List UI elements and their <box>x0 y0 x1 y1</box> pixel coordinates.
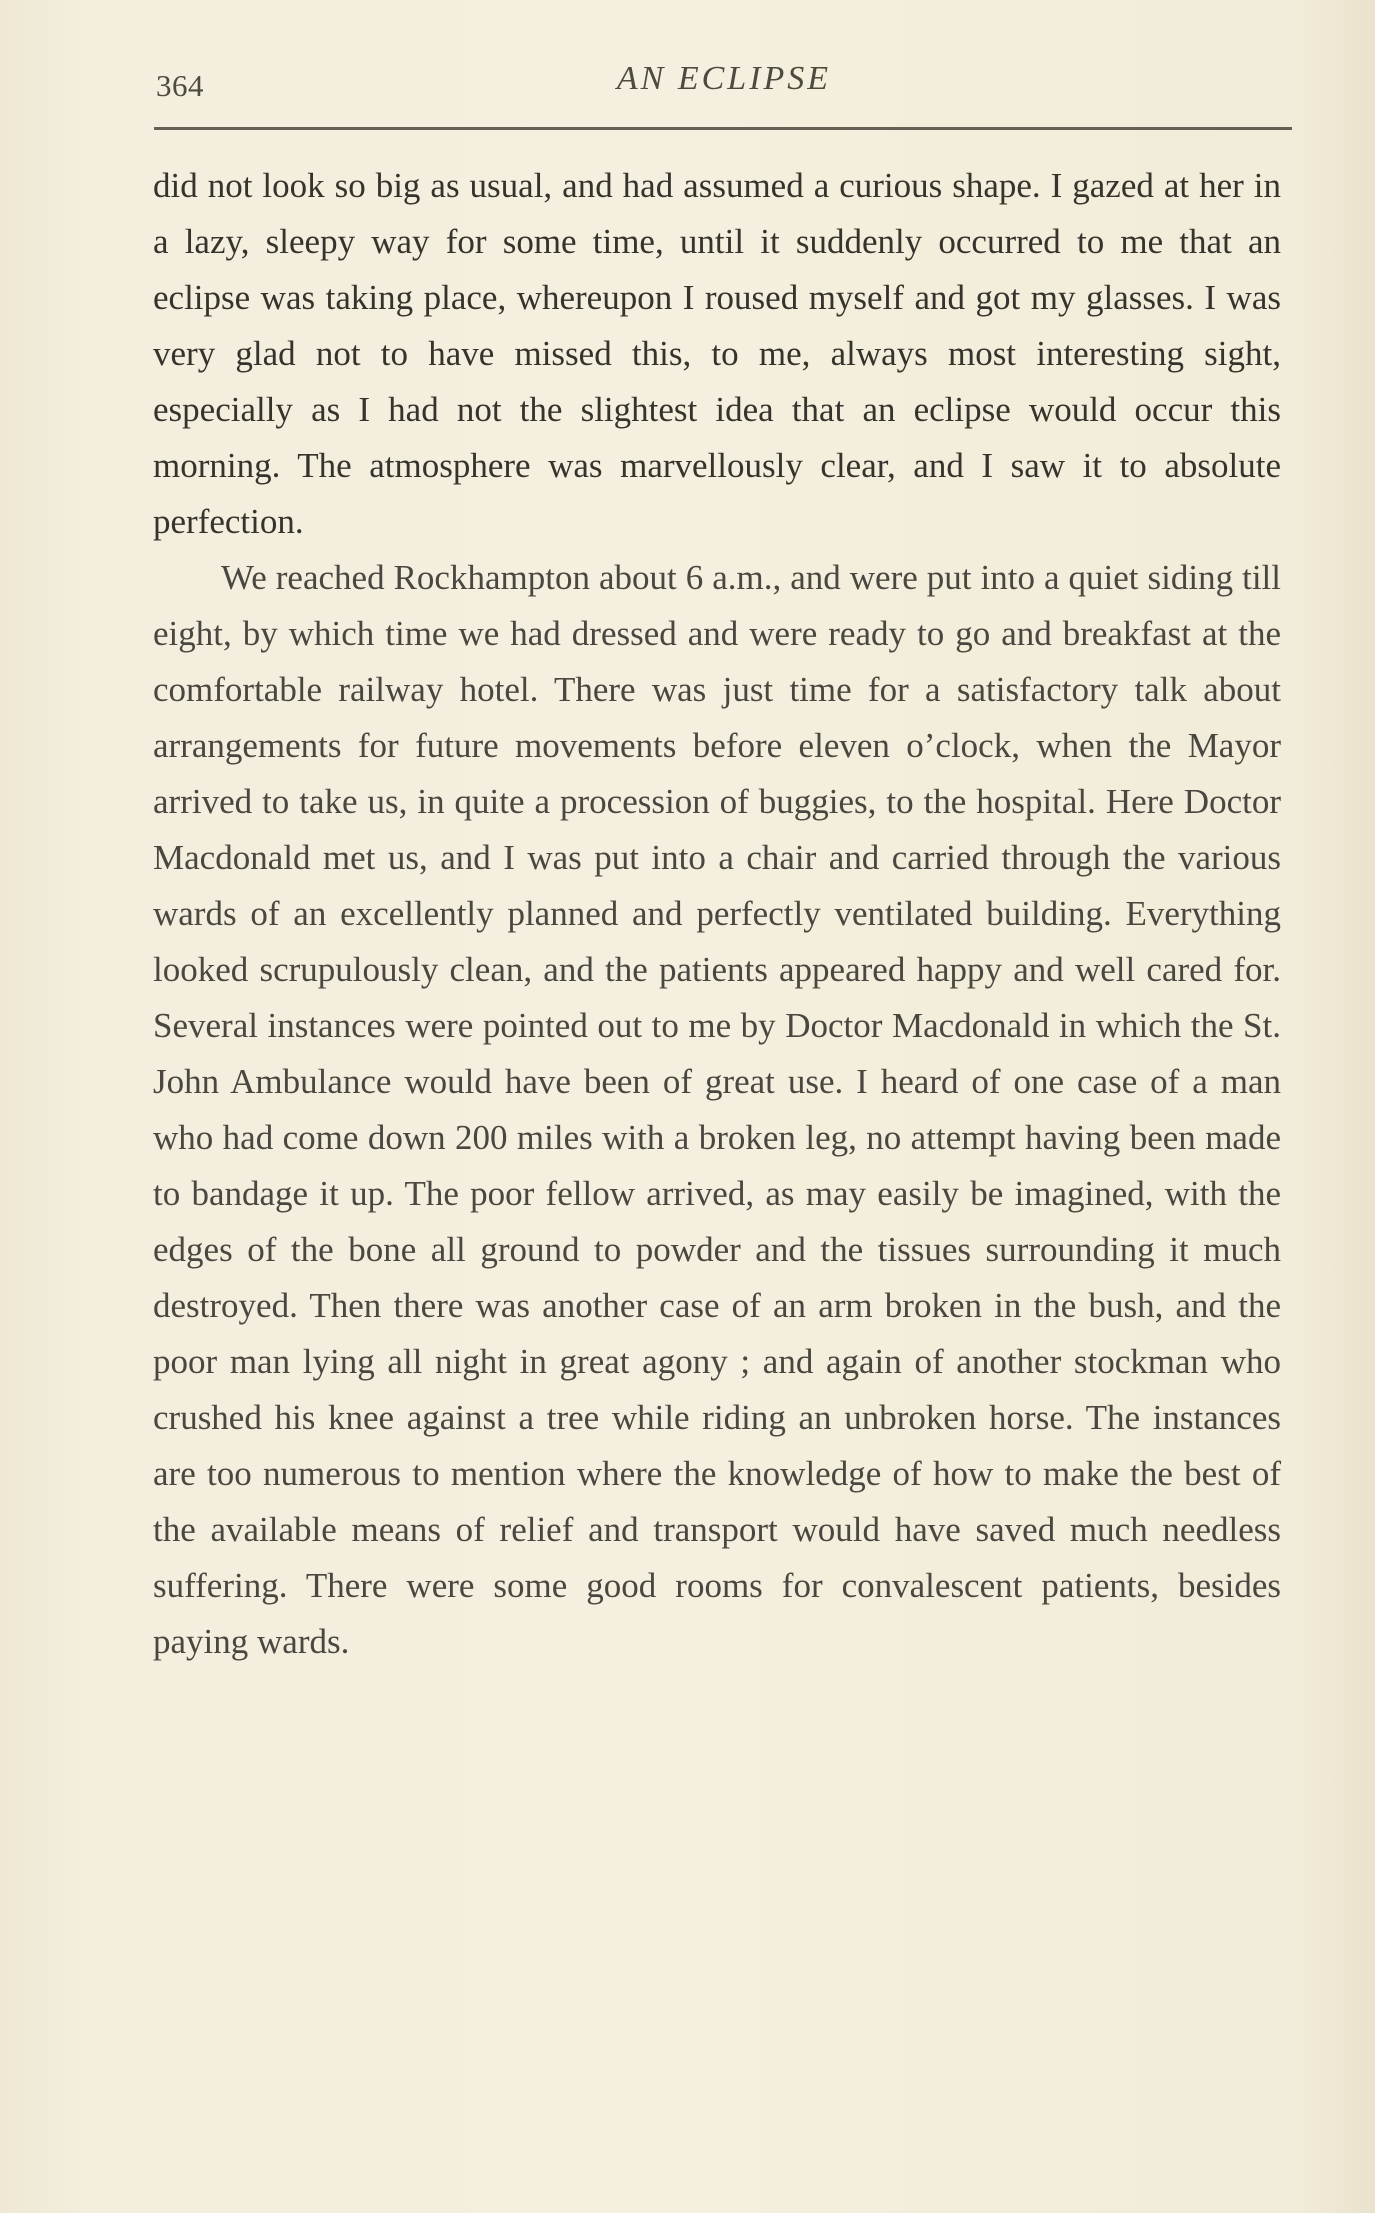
paragraph-eclipse: did not look so big as usual, and had assumed a curious shape. I gazed at her in a lazy, sleepy way for some time, until it suddenly occurred to me that an eclipse was taking place, whereupon I roused myself and got my glasses. I was very glad not to have missed this, to me, always most interesting sight, especially as I had not the slightest idea that an eclipse would occur this morning. The atmosphere was marvellously clear, and I saw it to absolute perfection. <box>153 166 1281 541</box>
page-number: 364 <box>156 68 204 103</box>
running-head <box>154 56 1294 116</box>
paragraph-rockhampton: We reached Rockhampton about 6 a.m., and were put into a quiet siding till eight, by which time we had dressed and were ready to go and breakfast at the comfortable railway hotel. There was just time for a satisfactory talk about arrangements for future movements before eleven o’clock, when the Mayor arrived to take us, in quite a procession of buggies, to the hospital. Here Doctor Macdonald met us, and I was put into a chair and carried through the various wards of an excellently planned and perfectly ventilated building. Everything looked scrupulously clean, and the patients appeared happy and well cared for. Several instances were pointed out to me by Doctor Macdonald in which the St. John Ambulance would have been of great use. I heard of one case of a man who had come down 200 miles with a broken leg, no attempt having been made to bandage it up. The poor fellow arrived, as may easily be imagined, with the edges of the bone all ground to powder and the tissues surrounding it much destroyed. Then there was another case of an arm broken in the bush, and the poor man lying all night in great agony ; and again of another stockman who crushed his knee against a tree while riding an unbroken horse. The instances are too numerous to mention where the knowledge of how to make the best of the available means of relief and transport would have saved much needless suffering. There were some good rooms for convalescent patients, besides paying wards. <box>153 558 1281 1661</box>
body-text <box>153 158 1281 1670</box>
header-rule <box>154 127 1292 130</box>
running-title: AN ECLIPSE <box>616 60 832 97</box>
